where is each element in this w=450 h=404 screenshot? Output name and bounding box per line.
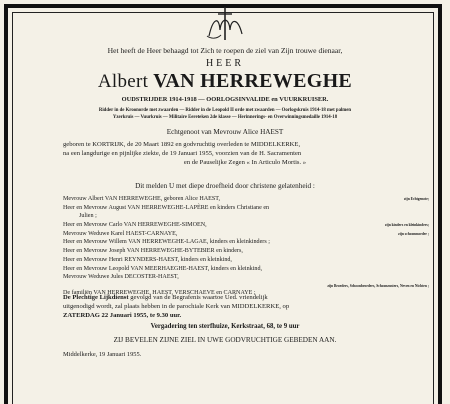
last-name: VAN HERREWEGHE [153,70,353,92]
place-date-footer: Middelkerke, 19 Januari 1955. [63,351,142,358]
cross-monogram-icon [205,6,245,42]
service-line-2: uitgenodigd wordt, zal plaats hebben in de parochiale Kerk van MIDDELKERKE, op [63,303,290,311]
decorations-line-2: Yzerkruis — Vuurkruis — Militaire Eereteken 2de klasse — Herinnerings- en Overwinningsmedaille 1914-18 [112,115,338,120]
family-row: Heer en Mevrouw Joseph VAN HERREWEGHE-BYTEBIER en kinders, [63,248,243,255]
family-row: Heer en Mevrouw August VAN HERREWEGHE-LAPÈRE en kinders Christiane en [63,204,270,211]
bio-line-2: na een langdurige en pijnlijke ziekte, de 19 Januari 1955, voorzien van de H. Sacramenten [63,150,302,158]
announcement: Dit melden U met diepe droefheid door christene gelatenheid : [135,182,315,190]
family-list [63,195,429,298]
family-row: Heer en Mevrouw Willem VAN HERREWEGHE-LAGAE, kinders en kleinkinders ; [63,239,270,246]
prayer-line: ZIJ BEVELEN ZIJNE ZIEL IN UWE GODVRUCHTIGE GEBEDEN AAN. [113,336,337,344]
family-row: Mevrouw Weduwe Karel HAEST-CARNAYE, zijn schoonmoeder ; [63,230,429,237]
biography [63,140,427,168]
family-row: De familiën VAN HERREWEGHE, HAEST, VERSCHAEVE en CARNAYE ; [63,289,256,296]
service-line-1-rest: gevolgd van de Begrafenis waartoe Ued. vriendelijk [128,294,268,301]
family-row: zijn Broeders, Schoonbroeders, Schoonzusters, Neven en Nichten ; [327,283,429,288]
gathering-line: Vergadering ten sterfhuize, Kerkstraat, 68, te 9 uur [150,323,300,330]
bio-line-3: en de Pauselijke Zegen « In Articulo Mortis. » [183,159,307,167]
decorations-line-1: Ridder in de Kroonorde met zwaarden — Ridder in de Leopold II orde met zwaarden — Oorlogskruis 1914-18 met palmen [98,108,352,113]
family-row: Heer en Mevrouw Henri REYNDERS-HAEST, kinders en kleinkind, [63,256,232,263]
family-row: Heer en Mevrouw Carlo VAN HERREWEGHE-SIMOEN, zijn kinders en kleinkinders; [63,222,429,229]
family-row: Heer en Mevrouw Leopold VAN MEERHAEGHE-HAEST, kinders en kleinkind, [63,265,263,272]
service-title: De Plechtige Lijkdienst [63,294,129,301]
family-row: Mevrouw Albert VAN HERREWEGHE, geboren Alice HAEST, zijn Echtgenote; [63,196,429,202]
first-name: Albert [97,71,149,92]
family-row: Mevrouw Weduwe Jules DECOSTER-HAEST, [63,274,179,281]
family-row: Julien ; [79,213,97,220]
spouse-line: Echtgenoot van Mevrouw Alice HAEST [166,128,284,136]
funeral-service [63,293,427,321]
bio-line-1: geboren te KORTRIJK, de 20 Maart 1892 en godvruchtig overleden te MIDDELKERKE, [63,141,301,148]
deceased-name [20,70,430,93]
title-heer: HEER [205,58,245,69]
service-date: ZATERDAG 22 Januari 1955, te 9.30 uur. [63,312,182,320]
service-line-1 [63,293,427,302]
veteran-line: OUDSTRIJDER 1914-1918 — OORLOGSINVALIDE en VUURKRUISER. [121,96,329,103]
intro-text: Het heeft de Heer behaagd tot Zich te roepen de ziel van Zijn trouwe dienaar, [107,46,343,55]
